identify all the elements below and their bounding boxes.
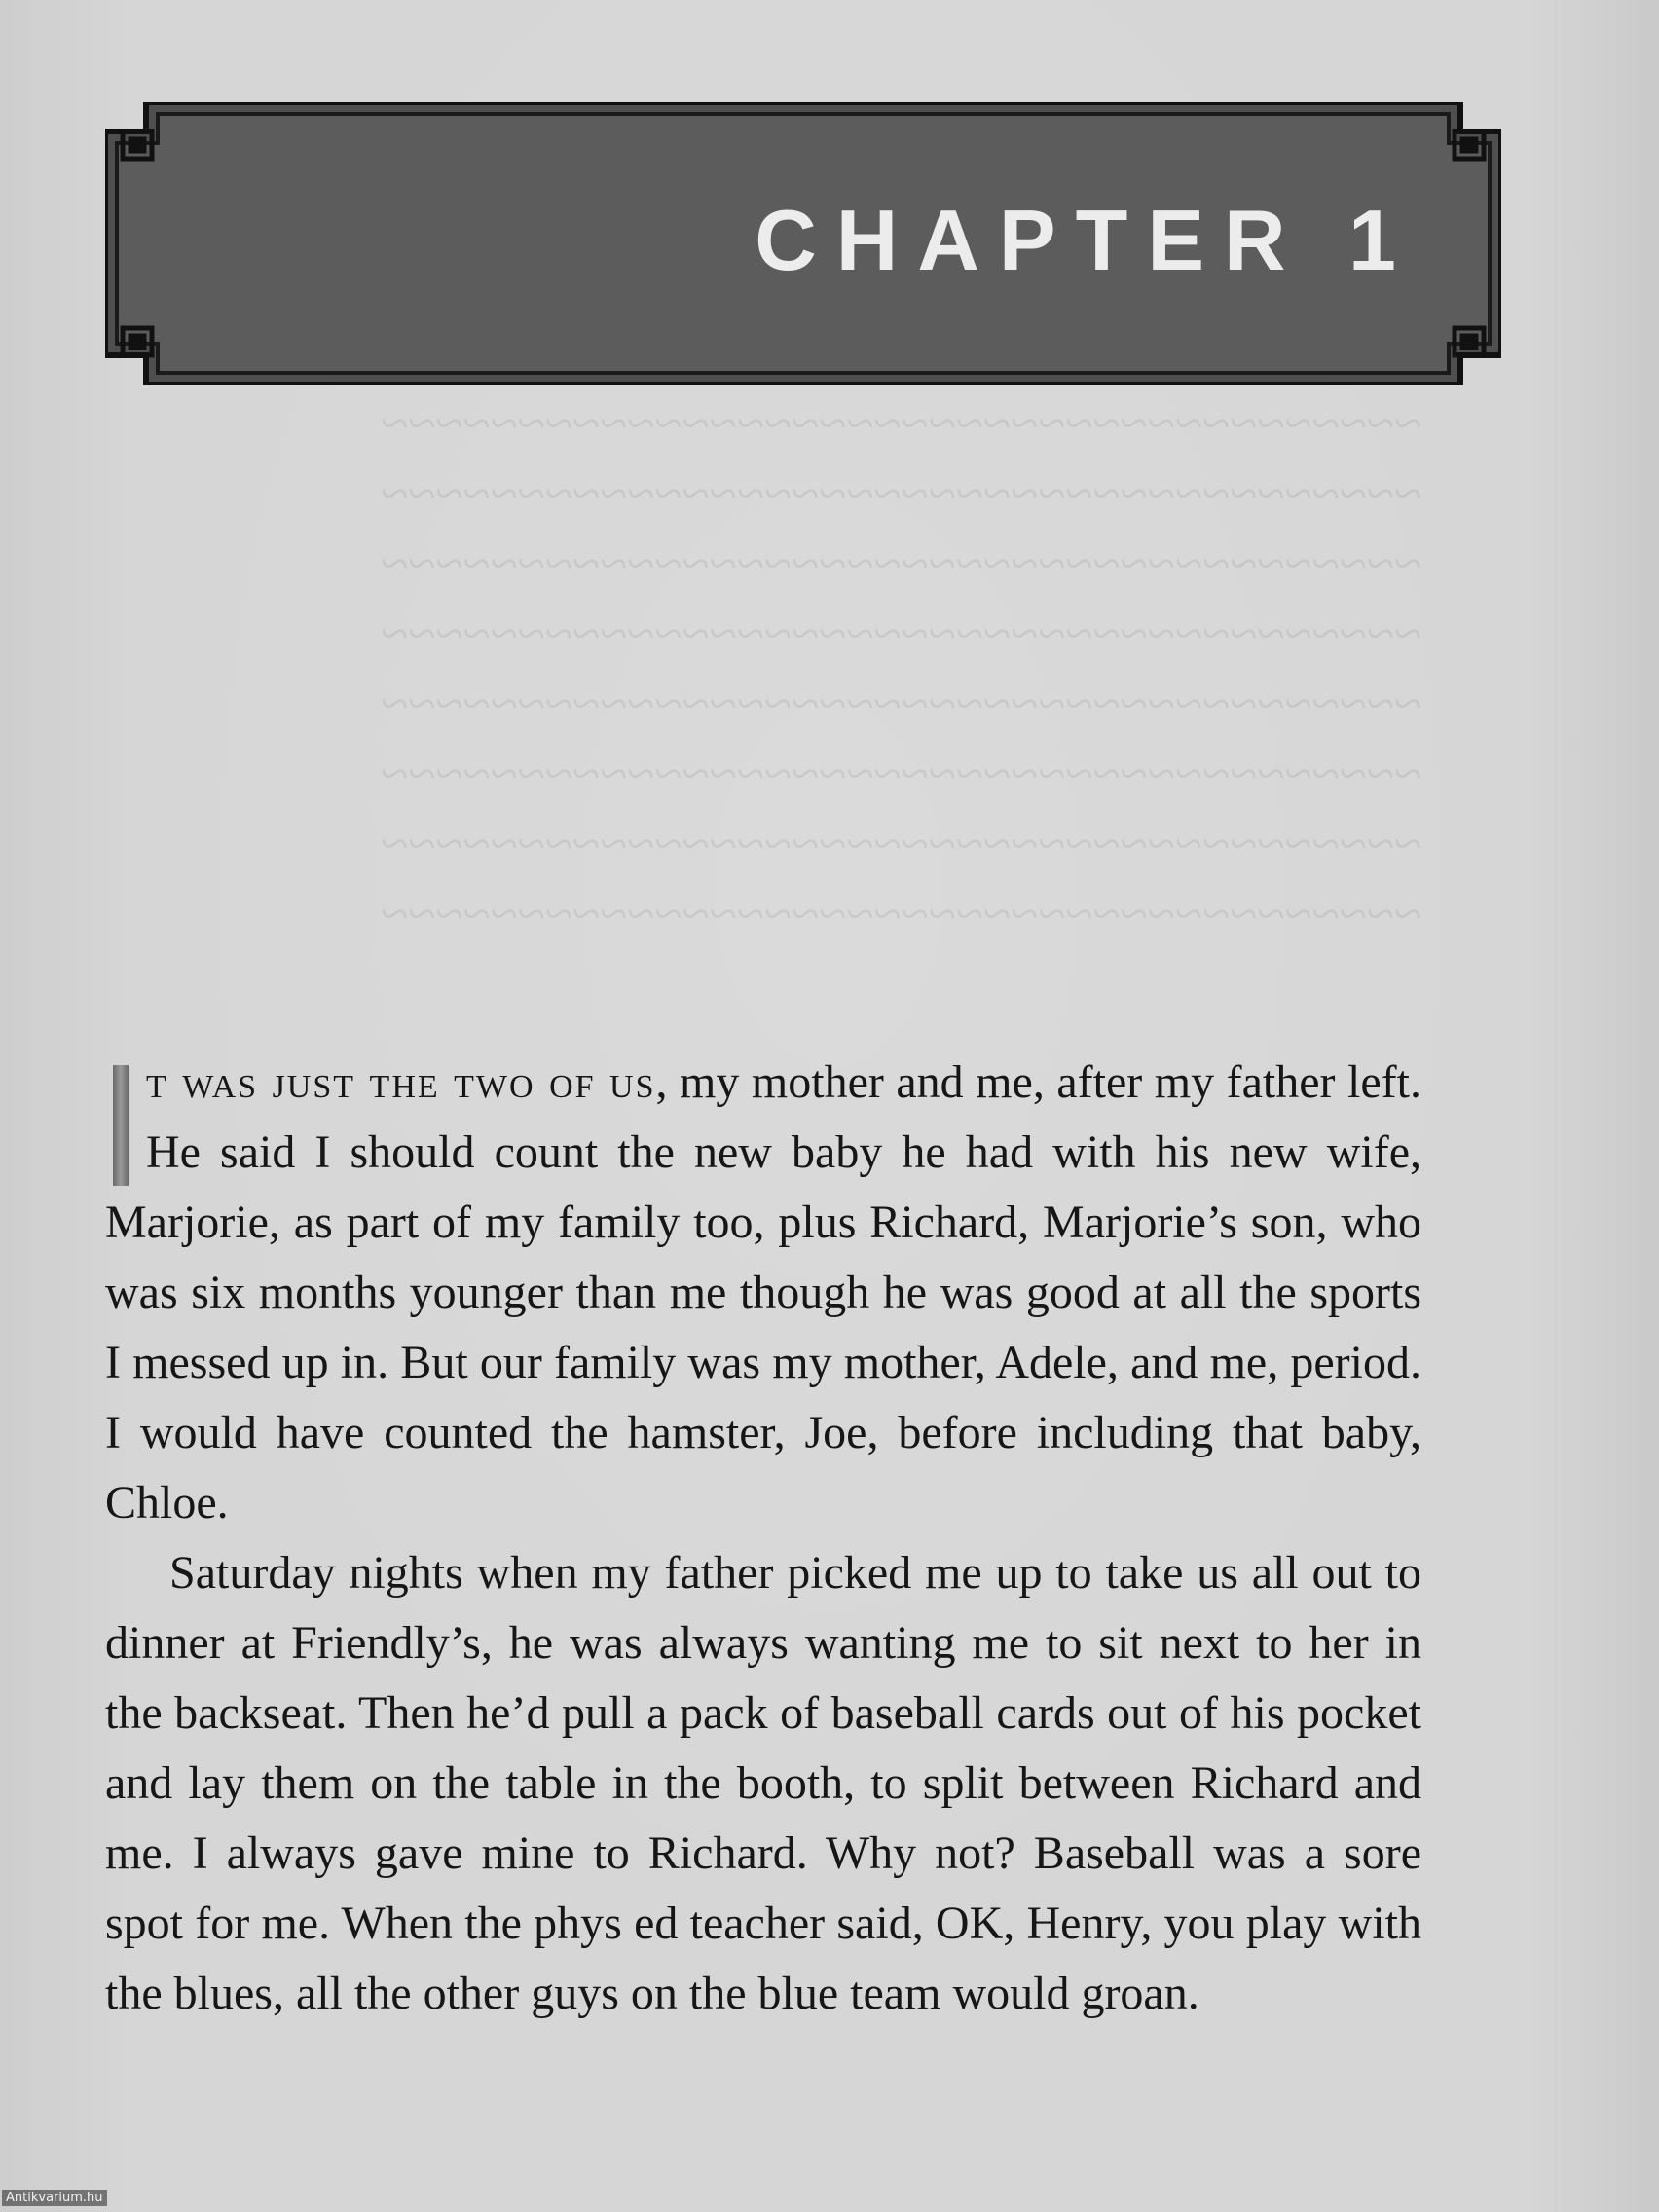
body-text [105,1048,1421,2029]
watermark: Antikvarium.hu [2,2190,107,2206]
paragraph-1 [105,1048,1421,1538]
lead-in-smallcaps: t was just the two of us [146,1056,656,1108]
paragraph-1-text: , my mother and me, after my father left. He said I should count the new baby he had with his new wife, Marjorie, as part of my family too, plus Richard, Marjorie’s son, who was six months younger than me though he was good at all the sports I messed up in. But our family was my mother, Adele, and me, period. I would have counted the hamster, Joe, before including that baby, Chloe. [105,1056,1421,1529]
paragraph-2: Saturday nights when my father picked me up to take us all out to dinner at Friendly’s, he was always wanting me to sit next to her in the backseat. Then he’d pull a pack of baseball cards out of his pocket and lay them on the table in the booth, to split between Richard and me. I always gave mine to Richard. Why not? Baseball was a sore spot for me. When the phys ed teacher said, OK, Henry, you play with the blues, all the other guys on the blue team would groan. [105,1547,1421,2019]
bleed-through-texture: ~~~~~~~~~~~~~~~~~~~~~~~~~~~~~~~~~~~~~~ ~~~~~~~~~~~~~~~~~~~~~~~~~~~~~~~~~~~~~~ ~~~~~~~~~~~~~~~~~~~~~~~~~~~~~~~~~~~~~~ ~~~~~~~~~~~~~~~~~~~~~~~~~~~~~~~~~~~~~~ ~~~~~~~~~~~~~~~~~~~~~~~~~~~~~~~~~~~~~~ ~~~~~~~~~~~~~~~~~~~~~~~~~~~~~~~~~~~~~~ ~~~~~~~~~~~~~~~~~~~~~~~~~~~~~~~~~~~~~~ ~~~~~~~~~~~~~~~~~~~~~~~~~~~~~~~~~~~~~~ [380,396,1421,942]
drop-cap [113,1065,129,1186]
chapter-title: CHAPTER 1 [755,192,1416,288]
chapter-banner [105,102,1501,385]
